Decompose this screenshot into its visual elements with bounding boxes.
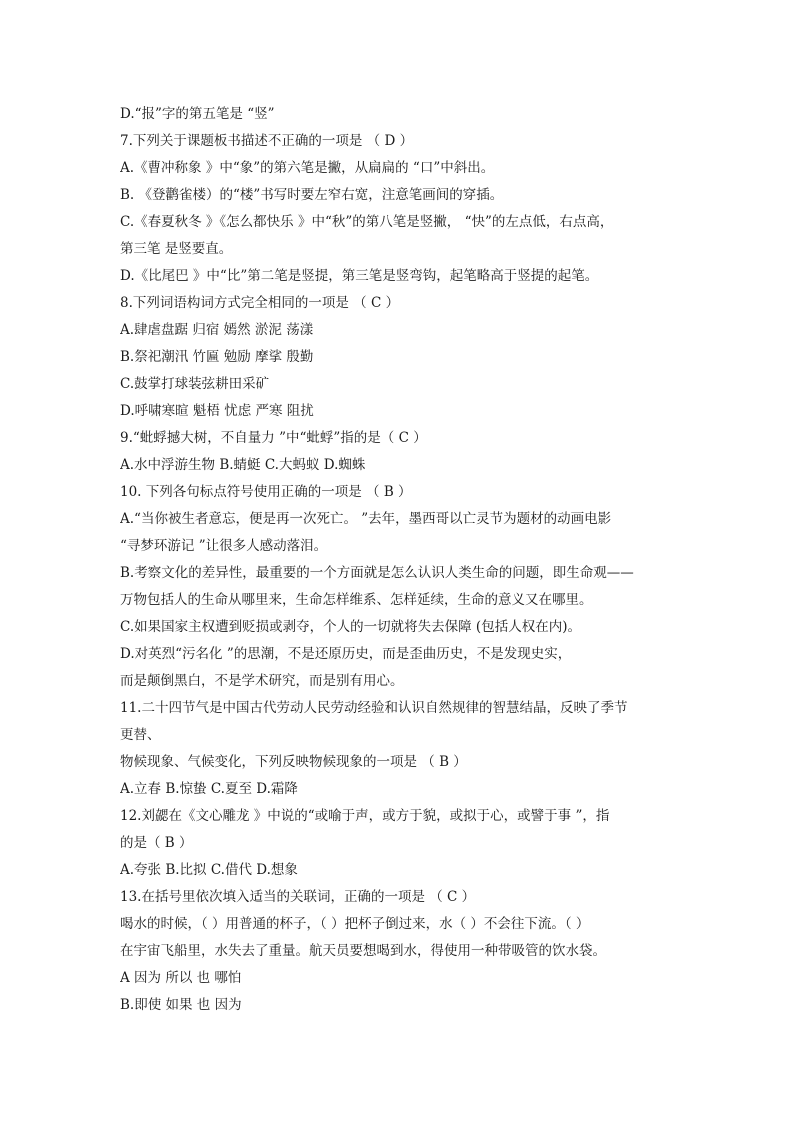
question-11-stem: 11.二十四节气是中国古代劳动人民劳动经验和认识自然规律的智慧结晶，反映了季节	[120, 700, 628, 716]
question-10-option-a-cont: “寻梦环游记 ”让很多人感动落泪。	[120, 538, 328, 554]
question-12-stem: 12.刘勰在《文心雕龙 》中说的“或喻于声，或方于貌，或拟于心，或譬于事 ”，指	[120, 808, 610, 824]
question-12-options: A.夸张 B.比拟 C.借代 D.想象	[120, 862, 298, 878]
question-8-option-b: B.祭祀潮汛 竹匾 勉励 摩挲 殷勤	[120, 349, 314, 365]
question-13-option-a: A 因为 所以 也 哪怕	[120, 970, 242, 986]
question-7-stem: 7.下列关于课题板书描述不正确的一项是 （ D ）	[120, 133, 414, 149]
question-10-option-b-cont: 万物包括人的生命从哪里来，生命怎样维系、怎样延续，生命的意义又在哪里。	[120, 592, 593, 608]
text-line: D.“报”字的第五笔是 “竖”	[120, 106, 275, 122]
question-7-option-c-cont: 第三笔 是竖要直。	[120, 241, 233, 257]
question-7-option-a: A.《曹冲称象 》中“象”的第六笔是撇，从扁扁的 “口”中斜出。	[120, 160, 495, 176]
question-9-options: A.水中浮游生物 B.蜻蜓 C.大蚂蚁 D.蜘蛛	[120, 457, 366, 473]
question-10-option-b: B.考察文化的差异性，最重要的一个方面就是怎么认识人类生命的问题，即生命观——	[120, 565, 634, 581]
question-8-option-a: A.肆虐盘踞 归宿 嫣然 淤泥 荡漾	[120, 322, 314, 338]
question-11-stem-cont-1: 更替、	[120, 727, 161, 743]
question-10-option-d: D.对英烈“污名化 ”的思潮，不是还原历史，而是歪曲历史，不是发现史实，	[120, 646, 572, 662]
question-13-passage-1: 喝水的时候，（ ）用普通的杯子，（ ）把杯子倒过来，水（ ）不会往下流。（ ）	[120, 916, 590, 932]
question-10-stem: 10. 下列各句标点符号使用正确的一项是 （ B ）	[120, 484, 412, 500]
question-7-option-d: D.《比尾巴 》中“比”第二笔是竖提，第三笔是竖弯钩，起笔略高于竖提的起笔。	[120, 268, 599, 284]
question-13-option-b: B.即使 如果 也 因为	[120, 997, 242, 1013]
question-10-option-d-cont: 而是颠倒黑白，不是学术研究，而是别有用心。	[120, 673, 404, 689]
question-9-stem: 9.“蚍蜉撼大树，不自量力 ”中“蚍蜉”指的是（ C ）	[120, 430, 427, 446]
question-7-option-b: B. 《登鹳雀楼）的“楼”书写时要左窄右宽，注意笔画间的穿插。	[120, 187, 504, 203]
question-13-stem: 13.在括号里依次填入适当的关联词，正确的一项是 （ C ）	[120, 889, 476, 905]
document-body	[120, 101, 680, 1019]
question-12-stem-cont: 的是（ B ）	[120, 835, 193, 851]
question-11-stem-cont-2: 物候现象、气候变化，下列反映物候现象的一项是 （ B ）	[120, 754, 467, 770]
question-10-option-a: A.“当你被生者意忘，便是再一次死亡。 ”去年，墨西哥以亡灵节为题材的动画电影	[120, 511, 612, 527]
question-8-stem: 8.下列词语构词方式完全相同的一项是 （ C ）	[120, 295, 400, 311]
question-13-passage-2: 在宇宙飞船里，水失去了重量。航天员要想喝到水，得使用一种带吸管的饮水袋。	[120, 943, 606, 959]
question-7-option-c: C.《春夏秋冬 》《怎么都快乐 》中“秋”的第八笔是竖撇， “快”的左点低，右点高，	[120, 214, 614, 230]
question-8-option-c: C.鼓掌打球装弦耕田采矿	[120, 376, 270, 392]
question-10-option-c: C.如果国家主权遭到贬损或剥夺，个人的一切就将失去保障 (包括人权在内)。	[120, 619, 581, 635]
question-8-option-d: D.呼啸寒暄 魁梧 忧虑 严寒 阻扰	[120, 403, 314, 419]
question-11-options: A.立春 B.惊蛰 C.夏至 D.霜降	[120, 781, 298, 797]
